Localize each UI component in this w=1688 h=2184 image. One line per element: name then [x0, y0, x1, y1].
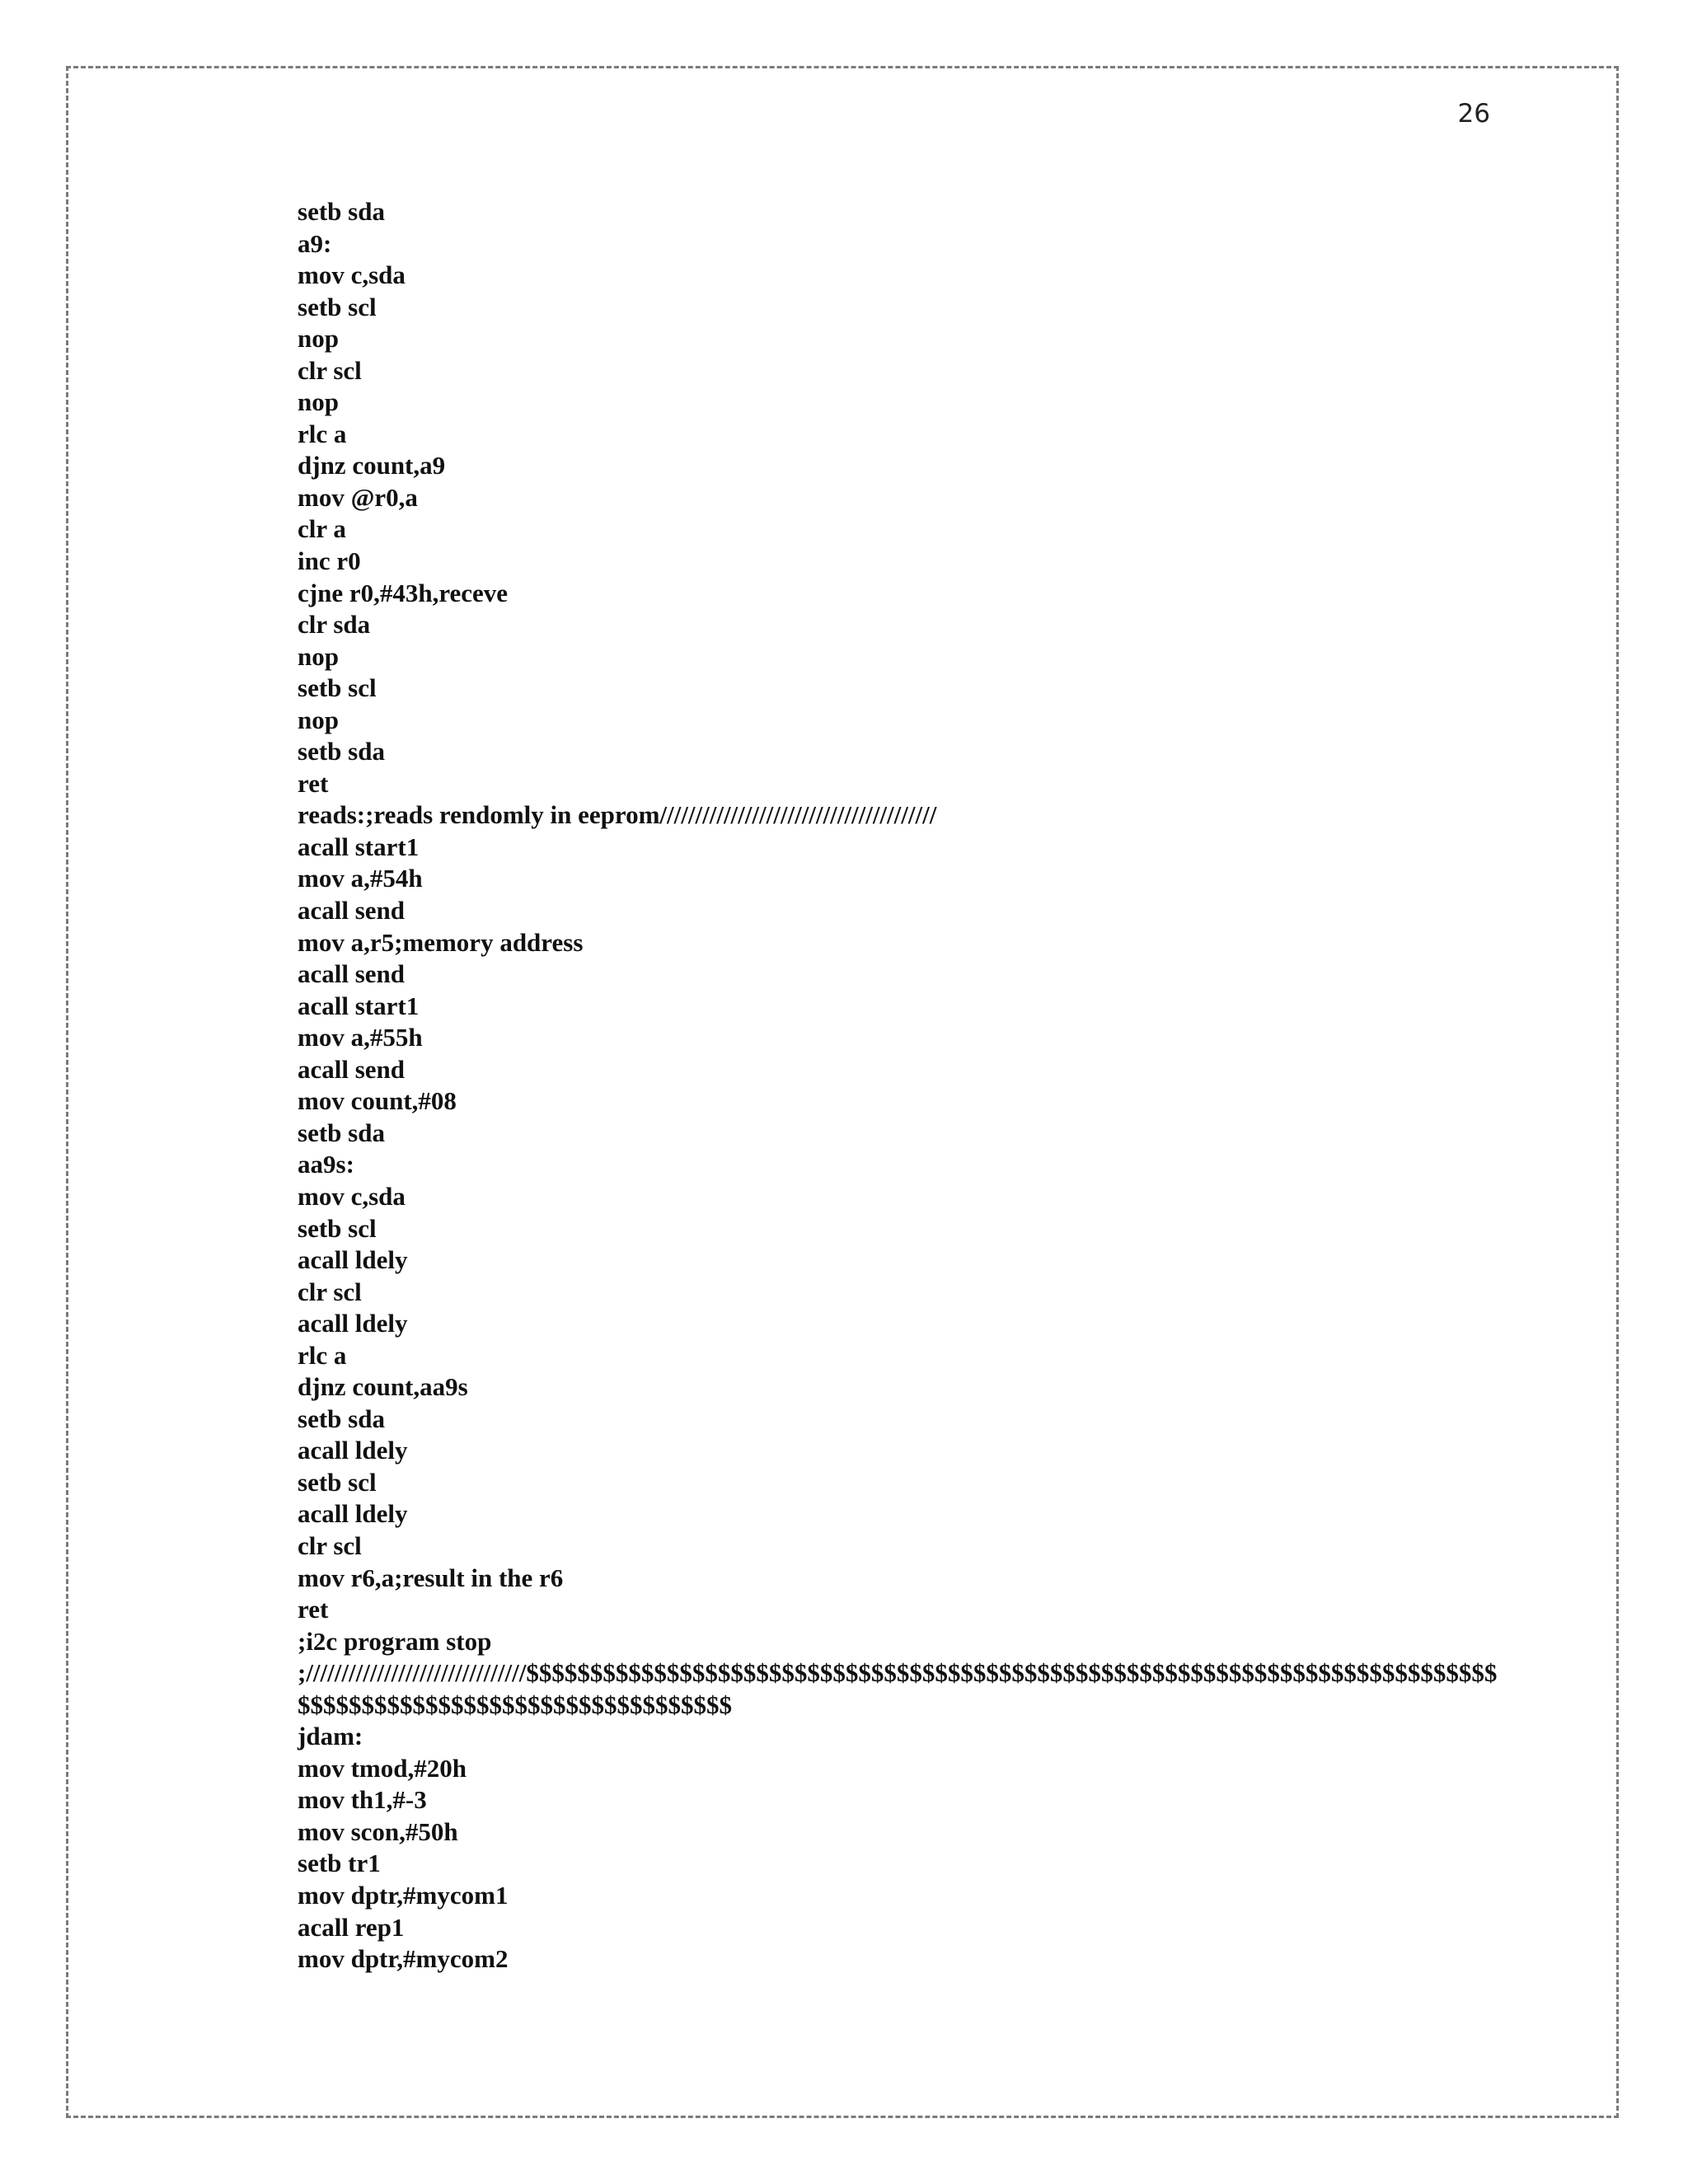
code-line: mov dptr,#mycom1 — [298, 1880, 509, 1910]
code-line: setb scl — [298, 673, 377, 703]
code-line: aa9s: — [298, 1150, 354, 1179]
code-line: nop — [298, 324, 339, 354]
code-line: mov a,r5;memory address — [298, 927, 584, 957]
code-line: setb sda — [298, 197, 385, 226]
code-line: clr scl — [298, 1277, 362, 1306]
code-line: ret — [298, 1595, 329, 1624]
code-line: acall rep1 — [298, 1912, 405, 1942]
code-line: djnz count,a9 — [298, 451, 446, 480]
code-line: setb scl — [298, 1213, 377, 1243]
code-line: setb sda — [298, 1404, 385, 1433]
code-line: clr scl — [298, 355, 362, 385]
code-line: mov a,#54h — [298, 864, 423, 893]
code-line: cjne r0,#43h,receve — [298, 578, 509, 607]
code-line: inc r0 — [298, 546, 361, 576]
code-line: acall send — [298, 896, 406, 926]
code-line: setb scl — [298, 292, 377, 321]
code-line: acall start1 — [298, 991, 420, 1020]
code-line: nop — [298, 705, 339, 734]
code-line: rlc a — [298, 1340, 347, 1370]
code-line: acall start1 — [298, 832, 420, 861]
code-line: mov r6,a;result in the r6 — [298, 1563, 564, 1592]
code-line: mov th1,#-3 — [298, 1785, 427, 1815]
code-line: jdam: — [298, 1722, 363, 1751]
page-number: 26 — [1457, 99, 1490, 129]
code-line: acall send — [298, 959, 406, 989]
code-line: acall ldely — [298, 1309, 408, 1338]
code-line: clr sda — [298, 610, 371, 640]
code-line: setb sda — [298, 1118, 385, 1147]
code-line: mov @r0,a — [298, 482, 418, 512]
code-line: acall ldely — [298, 1245, 408, 1275]
code-line: nop — [298, 641, 339, 671]
code-line: clr scl — [298, 1530, 362, 1560]
code-line: setb tr1 — [298, 1849, 381, 1878]
code-line: ;///////////////////////////////$$$$$$$$$$$$$$$$$$$$$$$$$$$$$$$$$$$$$$$$$$$$$$$$$$$$$$$$$$$$$$$$$$$$$$$$$$$$ — [298, 1658, 1498, 1688]
code-line: mov scon,#50h — [298, 1816, 458, 1846]
code-line: acall send — [298, 1054, 406, 1084]
code-line: reads:;reads rendomly in eeprom/////////////////////////////////////// — [298, 800, 937, 830]
code-line: $$$$$$$$$$$$$$$$$$$$$$$$$$$$$$$$$$ — [298, 1690, 732, 1719]
code-line: mov count,#08 — [298, 1086, 457, 1116]
code-line: mov c,sda — [298, 260, 406, 290]
code-line: mov c,sda — [298, 1181, 406, 1211]
code-line: acall ldely — [298, 1499, 408, 1529]
code-line: ret — [298, 768, 329, 798]
code-line: setb scl — [298, 1467, 377, 1497]
code-line: mov tmod,#20h — [298, 1753, 467, 1783]
code-line: mov a,#55h — [298, 1023, 423, 1052]
code-line: ;i2c program stop — [298, 1626, 492, 1656]
code-line: rlc a — [298, 419, 347, 448]
code-line: a9: — [298, 228, 332, 258]
code-line: djnz count,aa9s — [298, 1372, 468, 1402]
code-line: setb sda — [298, 737, 385, 766]
code-line: nop — [298, 387, 339, 417]
code-line: acall ldely — [298, 1436, 408, 1465]
code-listing — [298, 196, 1501, 1975]
code-line: clr a — [298, 514, 346, 544]
code-line: mov dptr,#mycom2 — [298, 1944, 509, 1974]
